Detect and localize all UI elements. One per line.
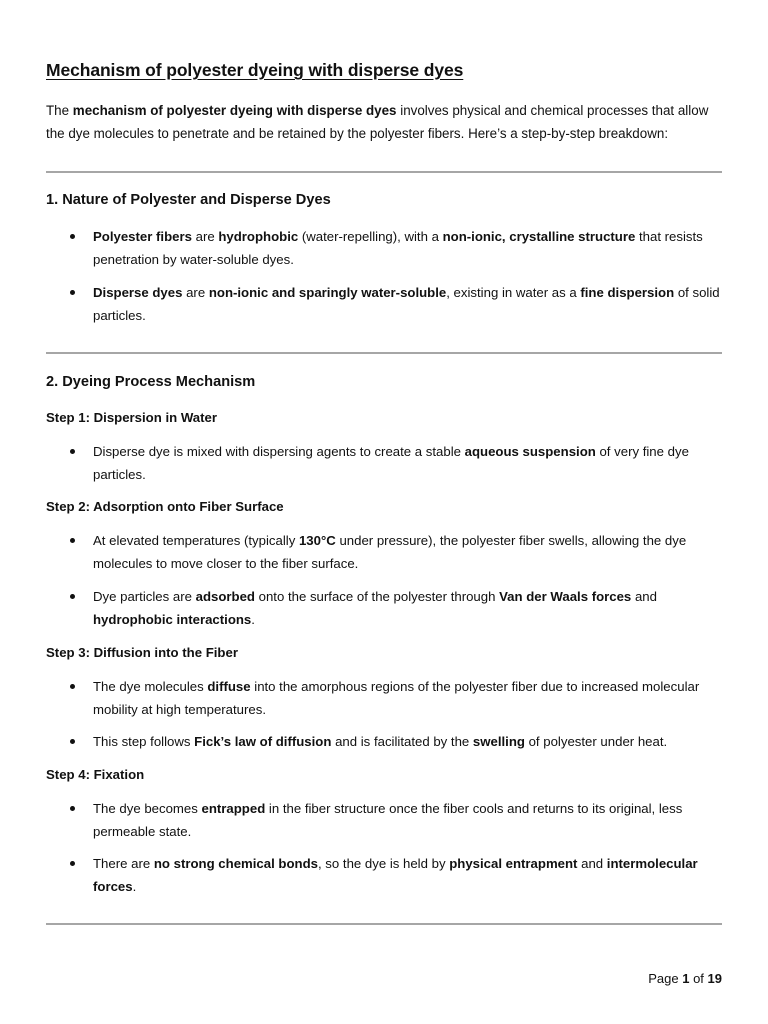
divider [46,171,722,173]
step-heading: Step 4: Fixation [46,767,145,782]
bullet-item: At elevated temperatures (typically 130°C under pressure), the polyester fiber swells, allowing the dye molecules to move closer to the fiber surface. [93,533,687,571]
step-heading: Step 1: Dispersion in Water [46,410,217,425]
bullet-item: The dye becomes entrapped in the fiber structure once the fiber cools and returns to its original, less permeable state. [93,801,683,839]
bullet-item: There are no strong chemical bonds, so the dye is held by physical entrapment and intermolecular forces. [93,856,698,894]
page-number: Page 1 of 19 [648,971,722,986]
bullet-item: Disperse dyes are non-ionic and sparingly water-soluble, existing in water as a fine dispersion of solid particles. [93,285,720,323]
bullet-dot-icon [70,449,75,454]
divider [46,352,722,354]
bullet-dot-icon [70,234,75,239]
page-title: Mechanism of polyester dyeing with disperse dyes [46,60,464,80]
step-heading: Step 3: Diffusion into the Fiber [46,645,238,660]
bullet-dot-icon [70,739,75,744]
bullet-dot-icon [70,594,75,599]
intro-text: The [46,103,73,118]
bullet-item: Disperse dye is mixed with dispersing agents to create a stable aqueous suspension of very fine dye particles. [93,444,689,482]
bullet-dot-icon [70,290,75,295]
bullet-item: This step follows Fick’s law of diffusion and is facilitated by the swelling of polyester under heat. [93,734,668,749]
step-heading: Step 2: Adsorption onto Fiber Surface [46,499,284,514]
section-heading: 1. Nature of Polyester and Disperse Dyes [46,192,331,208]
bullet-dot-icon [70,684,75,689]
intro-bold: mechanism of polyester dyeing with disperse dyes [72,103,397,118]
section-heading: 2. Dyeing Process Mechanism [46,374,256,390]
intro-paragraph [46,99,726,145]
bullet-dot-icon [70,861,75,866]
divider [46,923,722,925]
bullet-dot-icon [70,806,75,811]
bullet-item: Dye particles are adsorbed onto the surface of the polyester through Van der Waals forces and hydrophobic interactions. [93,589,657,627]
bullet-item: The dye molecules diffuse into the amorphous regions of the polyester fiber due to increased molecular mobility at high temperatures. [93,679,700,717]
intro-text: involves physical and chemical processes that allow the dye molecules to penetrate and be retained by the polyester fibers. Here’s a step-by-step breakdown: [46,103,709,141]
bullet-item: Polyester fibers are hydrophobic (water-repelling), with a non-ionic, crystalline structure that resists penetration by water-soluble dyes. [93,229,703,267]
bullet-dot-icon [70,538,75,543]
